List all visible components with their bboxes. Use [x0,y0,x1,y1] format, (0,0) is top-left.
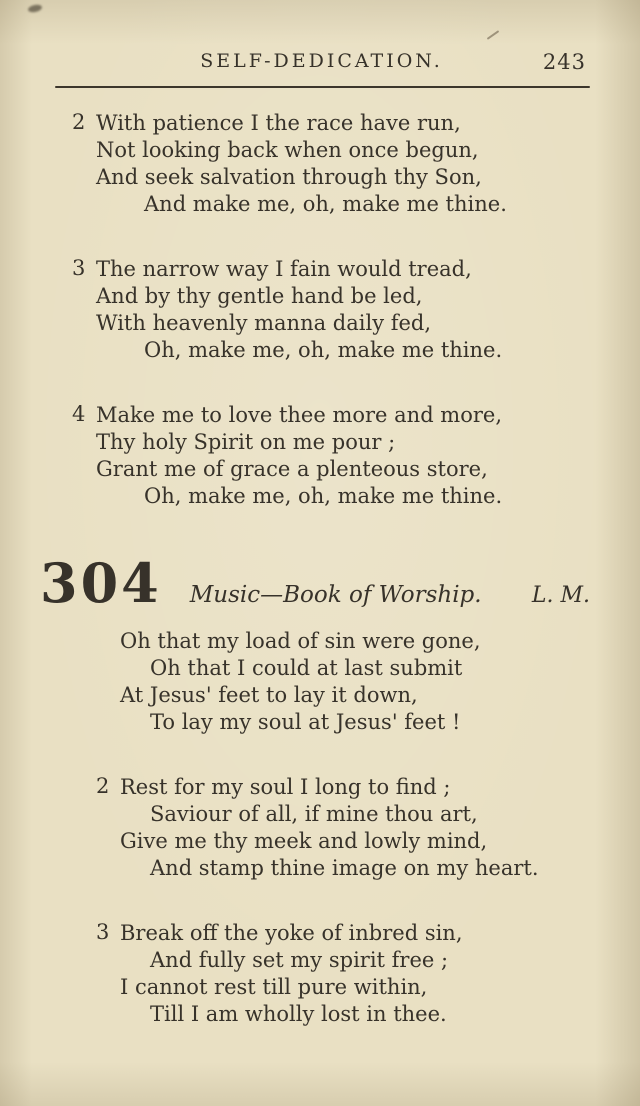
verse-number: 3 [72,256,86,280]
verse-line: And stamp thine image on my heart. [150,856,539,880]
verse-line: Till I am wholly lost in thee. [150,1002,447,1026]
verse-lines [96,110,507,218]
verse-line: Oh, make me, oh, make me thine. [144,338,503,362]
hymn-source: Music—Book of Worship. [189,582,482,608]
hymn-continued [0,110,640,510]
verse-line: To lay my soul at Jesus' feet ! [150,710,461,734]
running-head: SELF-DEDICATION. [200,50,443,72]
verse-lines [120,774,539,882]
verse-line: And fully set my spirit free ; [150,948,449,972]
verse [0,628,640,736]
verse [0,774,640,882]
hymn-number: 304 [40,551,162,615]
verse-lines [120,920,463,1028]
verse-line: Grant me of grace a plenteous store, [96,457,488,481]
verse-line: And by thy gentle hand be led, [96,284,423,308]
hymn-heading [0,551,590,615]
verse-line: Thy holy Spirit on me pour ; [96,430,396,454]
verse-number: 2 [72,110,86,134]
verse-number: 3 [96,920,110,944]
verse-line: Give me thy meek and lowly mind, [120,829,488,853]
verse-line: I cannot rest till pure within, [120,975,428,999]
verse-number: 2 [96,774,110,798]
verse-line: And make me, oh, make me thine. [144,192,507,216]
verse-lines [96,402,502,510]
verse-number: 4 [72,402,86,426]
verse-line: Oh, make me, oh, make me thine. [144,484,503,508]
hymn-meter: L. M. [531,583,590,608]
verse-line: Saviour of all, if mine thou art, [150,802,478,826]
verse-line: Oh that my load of sin were gone, [120,629,481,653]
hymn-304 [0,551,640,1028]
verse-lines [120,628,481,736]
verse-line: Make me to love thee more and more, [96,403,503,427]
verse-line: And seek salvation through thy Son, [96,165,482,189]
header-rule [55,86,590,88]
verse [0,920,640,1028]
verse [0,110,640,218]
verse-line: At Jesus' feet to lay it down, [120,683,418,707]
verse-line: Break off the yoke of inbred sin, [120,921,463,945]
page-header [55,50,588,80]
verse-line: Oh that I could at last submit [150,656,463,680]
verse-line: The narrow way I fain would tread, [96,257,472,281]
verse [0,256,640,364]
page-number: 243 [542,50,586,74]
verse-line: With patience I the race have run, [96,111,461,135]
verse-lines [96,256,502,364]
verse-line: Rest for my soul I long to find ; [120,775,451,799]
verse [0,402,640,510]
verse-line: Not looking back when once begun, [96,138,479,162]
page-content [0,110,640,1066]
verse-line: With heavenly manna daily fed, [96,311,432,335]
